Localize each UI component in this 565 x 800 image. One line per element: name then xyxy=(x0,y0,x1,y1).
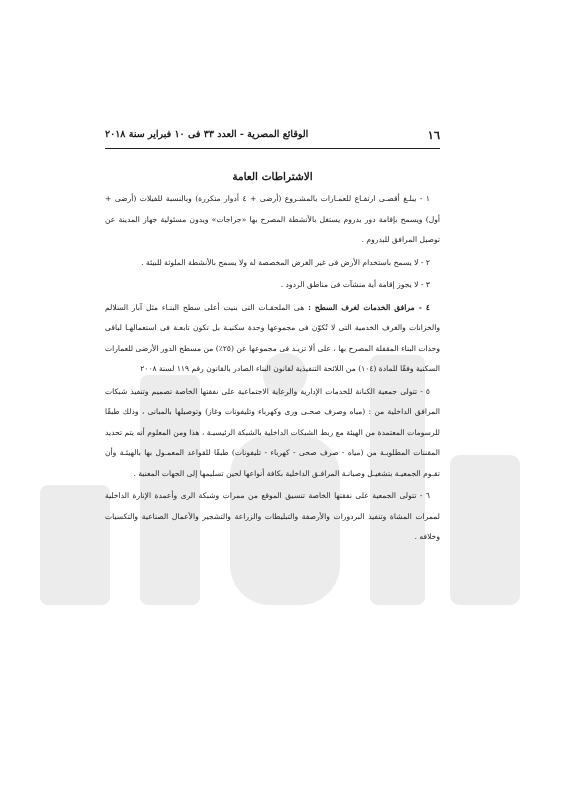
paragraph-1: ١ - يبلـغ أقصـى ارتفـاع للعمـارات بالمشـروع (أرضى + ٤ أدوار متكررة) وبالنسبة للفيلات (أرضى + أول) ويسمح بإقامة دور بدروم يستغل بالأنشطة المصرح بها «جراجات» ويدون مسئولية جهاز المدينة عن توصيل المرافق للبدروم . xyxy=(105,194,440,244)
paragraph-2: ٢ - لا يسمح باستخدام الأرض فى غير الغرض المخصصة له ولا يسمح بالأنشطة الملوثة للبيئة . xyxy=(141,257,430,267)
paragraph-4-lead: ٤ - مرافق الخدمات لغرف السطح : xyxy=(308,302,430,312)
paragraph-3: ٣ - لا يجوز إقامة أية منشآت فى مناطق الردود . xyxy=(280,280,430,289)
page-header xyxy=(105,128,440,149)
paragraph-4: ٤ - مرافق الخدمات لغرف السطح : هى الملحقـات التى بنيت أعلى سطح البنـاء مثل آبار السلالم والخزانات والغرف الخدمية التى لا تُكوّن فى مجموعها وحدة سكنيـة بل تكون تابعـة فى استعمالهـا لباقى وحدات البناء المقفلة المصرح بها ، على ألا تزيـد فى مجموعها عن (٢٥٪) من مسطح الدور الأرضى للعمارات السكنية وفقًا للمادة (١٠٤) من اللائحة التنفيذية لقانون البناء الصادر بالقانون رقم ١١٩ لسنة ٢٠٠٨ xyxy=(105,302,440,373)
paragraph-5: ٥ - تتولى جمعية الكنانة للخدمات الإدارية والرعاية الاجتماعية على نفقتها الخاصة تصميم وتنفيذ شبكات المرافق الداخلية من : (مياه وصرف صحـى ورى وكهرباء وتليفونات وغاز) وتوصيلها بالمبانى ، وذلك طبقًا للرسومات المعتمدة من الهيئة مع ربط الشبكات الداخلية بالشبكة الرئيسيـة ، هذا ومن المعلوم أنه يتم تحديد المقننات المطلوبـة من (مياه - صرف صحى - كهرباء - تليفونات) طبقًا للقواعد المعمـول بها بالهيئـة وأن تقـوم الجمعيـة بتشغيـل وصيانـة المرافـق الداخلية بكافة أنواعها لحين تسليمها إلى الجهات المعنية . xyxy=(105,386,440,478)
gazette-title: الوقائع المصرية - العدد ٣٣ فى ١٠ فبراير سنة ٢٠١٨ xyxy=(105,129,309,140)
section-title: الاشتراطات العامة xyxy=(232,171,313,183)
document-body xyxy=(105,189,440,550)
paragraph-6: ٦ - تتولى الجمعية على نفقتها الخاصة تنسيق الموقع من ممرات وشبكة الرى وأعمدة الإنارة الداخلية لممرات المشاة وتنفيذ البردورات والأرصفة والتبليطات والزراعة والتشجير والأعمال الصناعية والتكسيات وخلافه . xyxy=(105,491,440,541)
page-number: ١٦ xyxy=(427,128,440,142)
